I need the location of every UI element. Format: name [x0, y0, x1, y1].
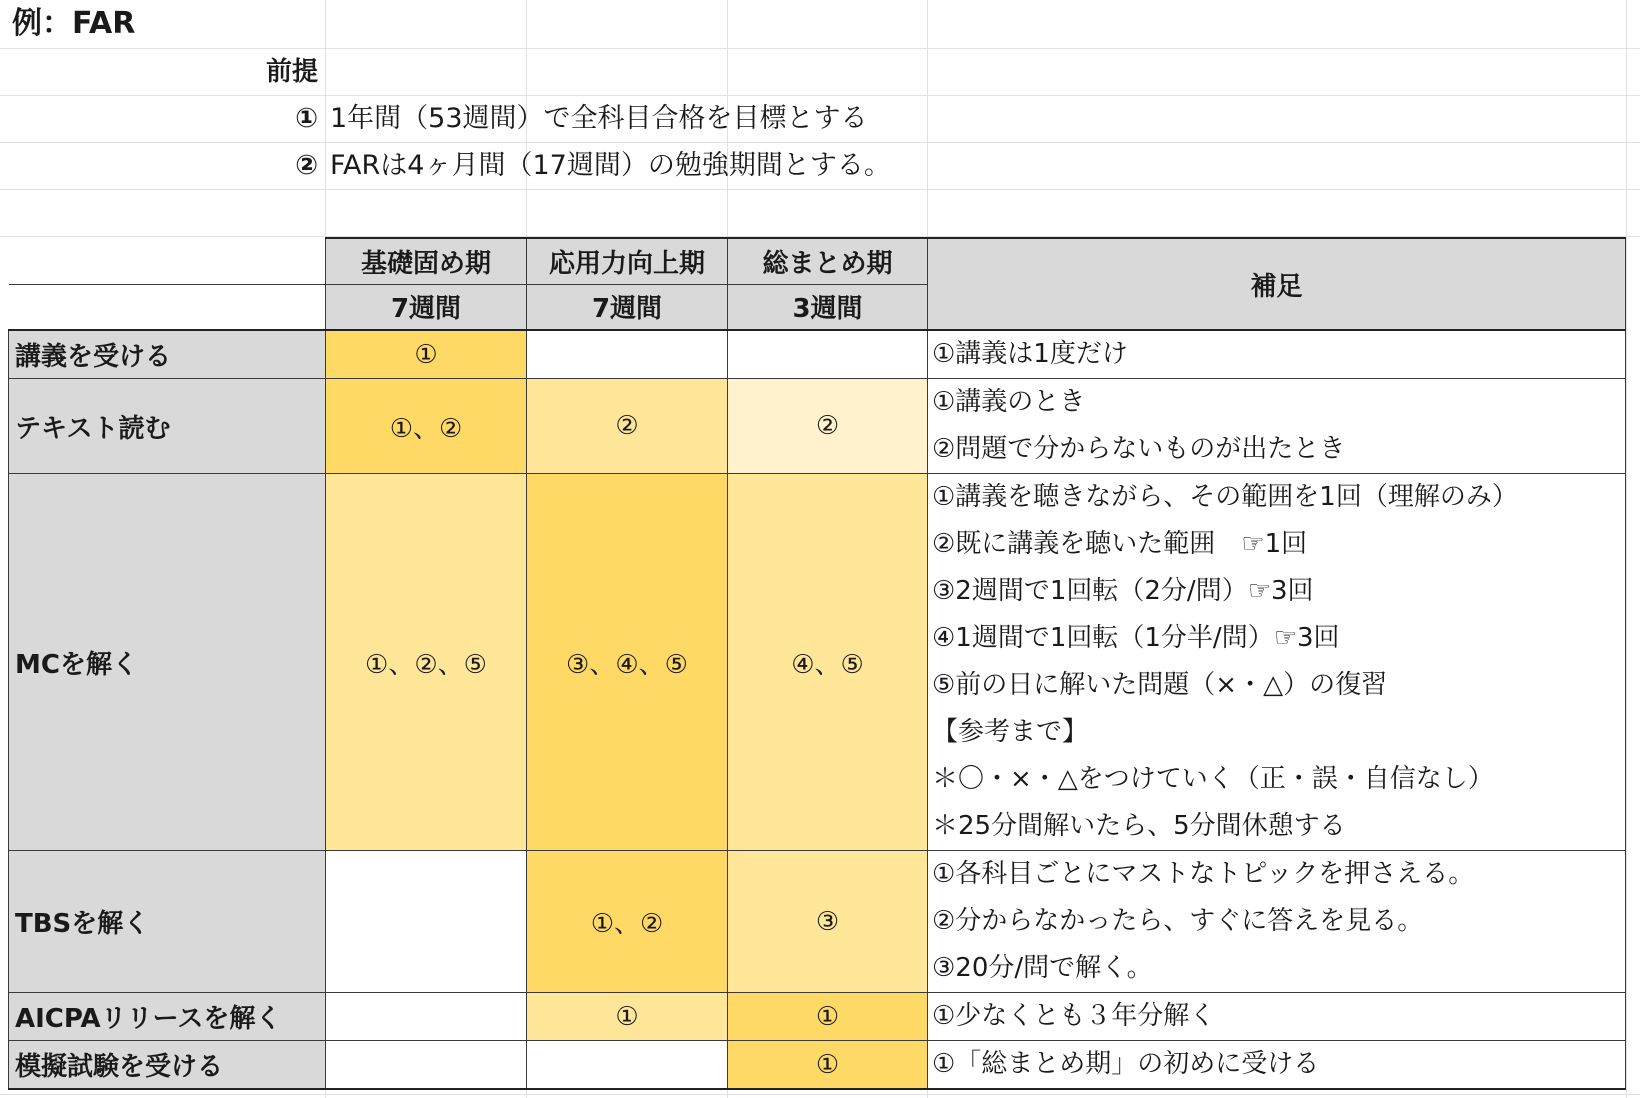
- premise-item-number: ②: [295, 150, 318, 181]
- phase-cell: [326, 993, 527, 1041]
- phase-cell: ②: [728, 379, 928, 474]
- note-line: ④1週間で1回転（1分半/問）☞3回: [932, 623, 1340, 653]
- row-label: MCを解く: [9, 474, 326, 851]
- row-label: AICPAリリースを解く: [9, 993, 326, 1041]
- note-cell: [928, 1041, 1626, 1090]
- note-line: ①講義は1度だけ: [932, 339, 1128, 369]
- note-line: ③2週間で1回転（2分/問）☞3回: [932, 576, 1314, 606]
- premise-item-text: 1年間（53週間）で全科目合格を目標とする: [330, 103, 868, 134]
- notes-header: 補足: [928, 238, 1626, 330]
- phase-cell: ②: [527, 379, 728, 474]
- note-line: ①少なくとも３年分解く: [932, 1001, 1216, 1031]
- note-line: ＊25分間解いたら、5分間休憩する: [932, 811, 1346, 841]
- note-line: 【参考まで】: [932, 717, 1089, 747]
- note-cell: [928, 993, 1626, 1041]
- row-label: 講義を受ける: [9, 330, 326, 379]
- premise-item-number: ①: [295, 103, 318, 134]
- phase-cell: [527, 330, 728, 379]
- sheet-title: 例：FAR: [12, 6, 136, 41]
- phase-cell: ④、⑤: [728, 474, 928, 851]
- note-line: ①「総まとめ期」の初めに受ける: [932, 1049, 1320, 1079]
- phase-cell: ①、②: [527, 851, 728, 993]
- note-line: ①各科目ごとにマストなトピックを押さえる。: [932, 859, 1475, 889]
- phase-duration: 7週間: [527, 284, 728, 330]
- phase-cell: ③: [728, 851, 928, 993]
- phase-cell: ①: [728, 993, 928, 1041]
- phase-cell: [728, 330, 928, 379]
- note-line: ①講義のとき: [932, 387, 1086, 417]
- note-cell: [928, 379, 1626, 474]
- note-line: ②既に講義を聴いた範囲 ☞1回: [932, 529, 1308, 559]
- phase-cell: ①、②: [326, 379, 527, 474]
- row-label: TBSを解く: [9, 851, 326, 993]
- note-line: ②分からなかったら、すぐに答えを見る。: [932, 906, 1424, 936]
- note-line: ③20分/問で解く。: [932, 953, 1153, 983]
- phase-cell: [527, 1041, 728, 1090]
- note-cell: [928, 474, 1626, 851]
- phase-cell: ①: [326, 330, 527, 379]
- phase-header: 総まとめ期: [728, 238, 928, 284]
- phase-cell: [326, 851, 527, 993]
- note-cell: [928, 851, 1626, 993]
- premise-item-text: FARは4ヶ月間（17週間）の勉強期間とする。: [330, 150, 891, 181]
- note-cell: [928, 330, 1626, 379]
- row-label: 模擬試験を受ける: [9, 1041, 326, 1090]
- study-plan-table: [8, 237, 1626, 1090]
- phase-header: 基礎固め期: [326, 238, 527, 284]
- note-line: ①講義を聴きながら、その範囲を1回（理解のみ）: [932, 482, 1518, 512]
- corner-cell: [9, 284, 326, 330]
- note-line: ②問題で分からないものが出たとき: [932, 434, 1346, 464]
- phase-header: 応用力向上期: [527, 238, 728, 284]
- phase-cell: ①、②、⑤: [326, 474, 527, 851]
- phase-cell: ③、④、⑤: [527, 474, 728, 851]
- phase-cell: ①: [728, 1041, 928, 1090]
- phase-cell: [326, 1041, 527, 1090]
- premise-label: 前提: [265, 57, 318, 87]
- phase-duration: 7週間: [326, 284, 527, 330]
- corner-cell: [9, 238, 326, 284]
- note-line: ＊〇・×・△をつけていく（正・誤・自信なし）: [932, 764, 1494, 794]
- row-label: テキスト読む: [9, 379, 326, 474]
- phase-cell: ①: [527, 993, 728, 1041]
- note-line: ⑤前の日に解いた問題（×・△）の復習: [932, 670, 1388, 700]
- phase-duration: 3週間: [728, 284, 928, 330]
